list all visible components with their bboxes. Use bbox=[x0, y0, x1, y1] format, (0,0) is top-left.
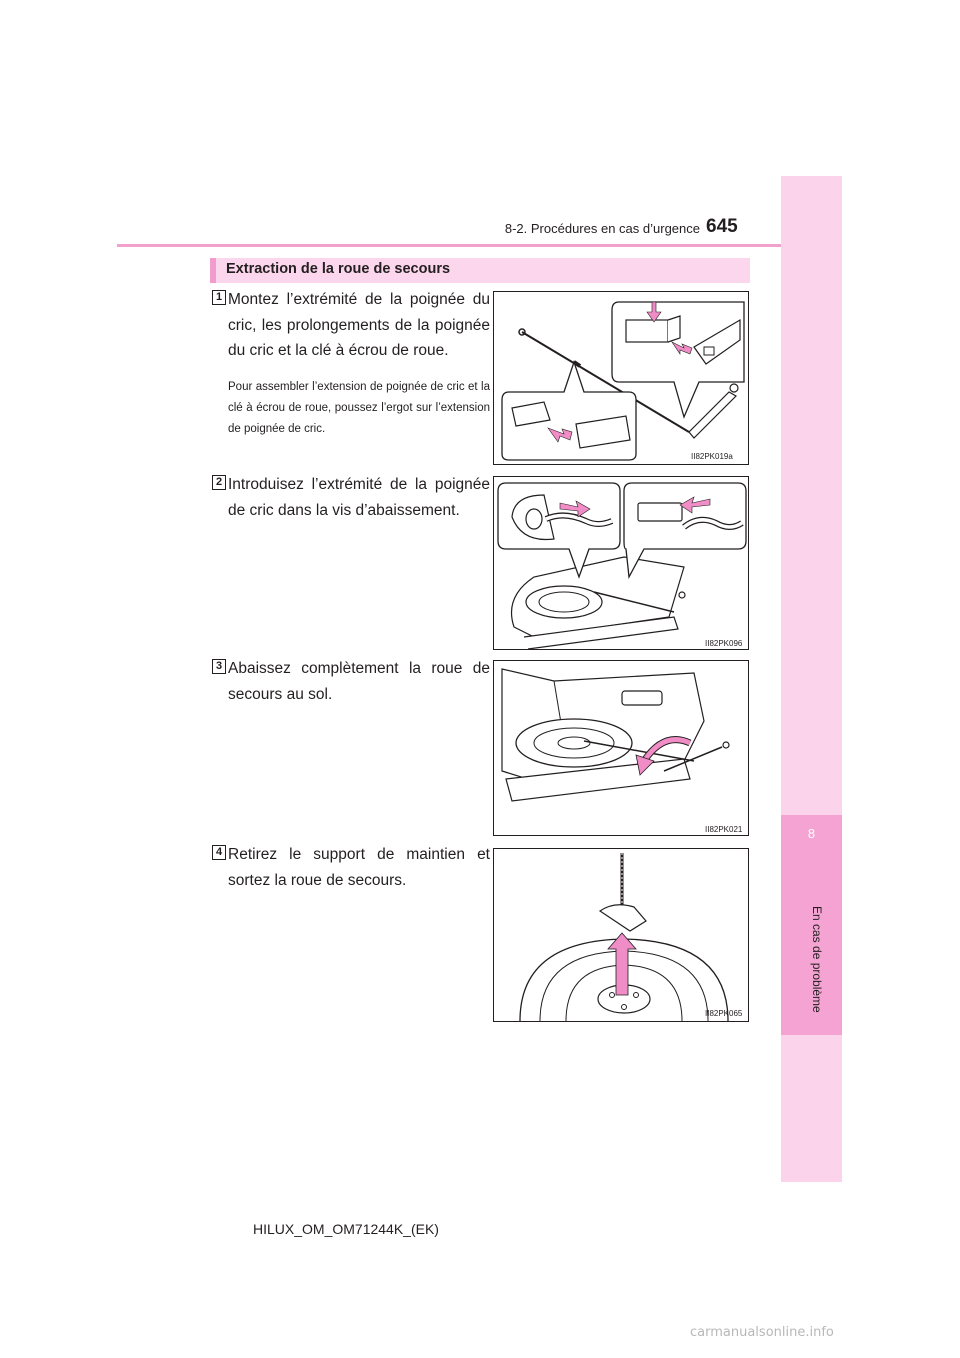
step-1-note: Pour assembler l’extension de poignée de cric et la clé à écrou de roue, poussez l’ergot sur l’extension de poignée de cric. bbox=[228, 381, 490, 435]
step-number-1: 1 bbox=[212, 290, 226, 305]
section-heading-text: Extraction de la roue de secours bbox=[226, 261, 451, 277]
figure-step-2 bbox=[493, 476, 749, 650]
remove-spare-tire-illustration bbox=[494, 849, 748, 1021]
chapter-title: En cas de problème bbox=[810, 906, 824, 1013]
header-divider bbox=[117, 244, 781, 247]
chapter-number: 8 bbox=[807, 826, 816, 841]
step-number-4: 4 bbox=[212, 845, 226, 860]
figure-step-1 bbox=[493, 291, 749, 465]
footer-doc-id: HILUX_OM_OM71244K_(EK) bbox=[253, 1221, 439, 1237]
step-4-text: Retirez le support de maintien et sortez la roue de secours. bbox=[228, 846, 490, 889]
page-number: 645 bbox=[706, 216, 738, 237]
jack-handle-assembly-illustration bbox=[494, 292, 748, 464]
section-heading bbox=[210, 258, 750, 283]
figure-code-2: II82PK096 bbox=[705, 639, 743, 648]
lower-spare-tire-illustration bbox=[494, 661, 748, 835]
jack-screw-insertion-illustration bbox=[494, 477, 748, 649]
watermark: carmanualsonline.info bbox=[690, 1325, 834, 1340]
figure-step-3 bbox=[493, 660, 749, 836]
step-1-text: Montez l’extrémité de la poignée du cric, les prolongements de la poignée du cric et la clé à écrou de roue. bbox=[228, 291, 490, 359]
figure-step-4 bbox=[493, 848, 749, 1022]
header-section-title: 8-2. Procédures en cas d’urgence bbox=[504, 221, 700, 236]
figure-code-4: II82PK065 bbox=[705, 1009, 743, 1018]
step-number-2: 2 bbox=[212, 475, 226, 490]
step-3-text: Abaissez complètement la roue de secours au sol. bbox=[228, 660, 490, 703]
step-number-3: 3 bbox=[212, 659, 226, 674]
step-2-text: Introduisez l’extrémité de la poignée de cric dans la vis d’abaissement. bbox=[228, 476, 490, 519]
figure-code-3: II82PK021 bbox=[705, 825, 743, 834]
figure-code-1: II82PK019a bbox=[691, 452, 733, 461]
